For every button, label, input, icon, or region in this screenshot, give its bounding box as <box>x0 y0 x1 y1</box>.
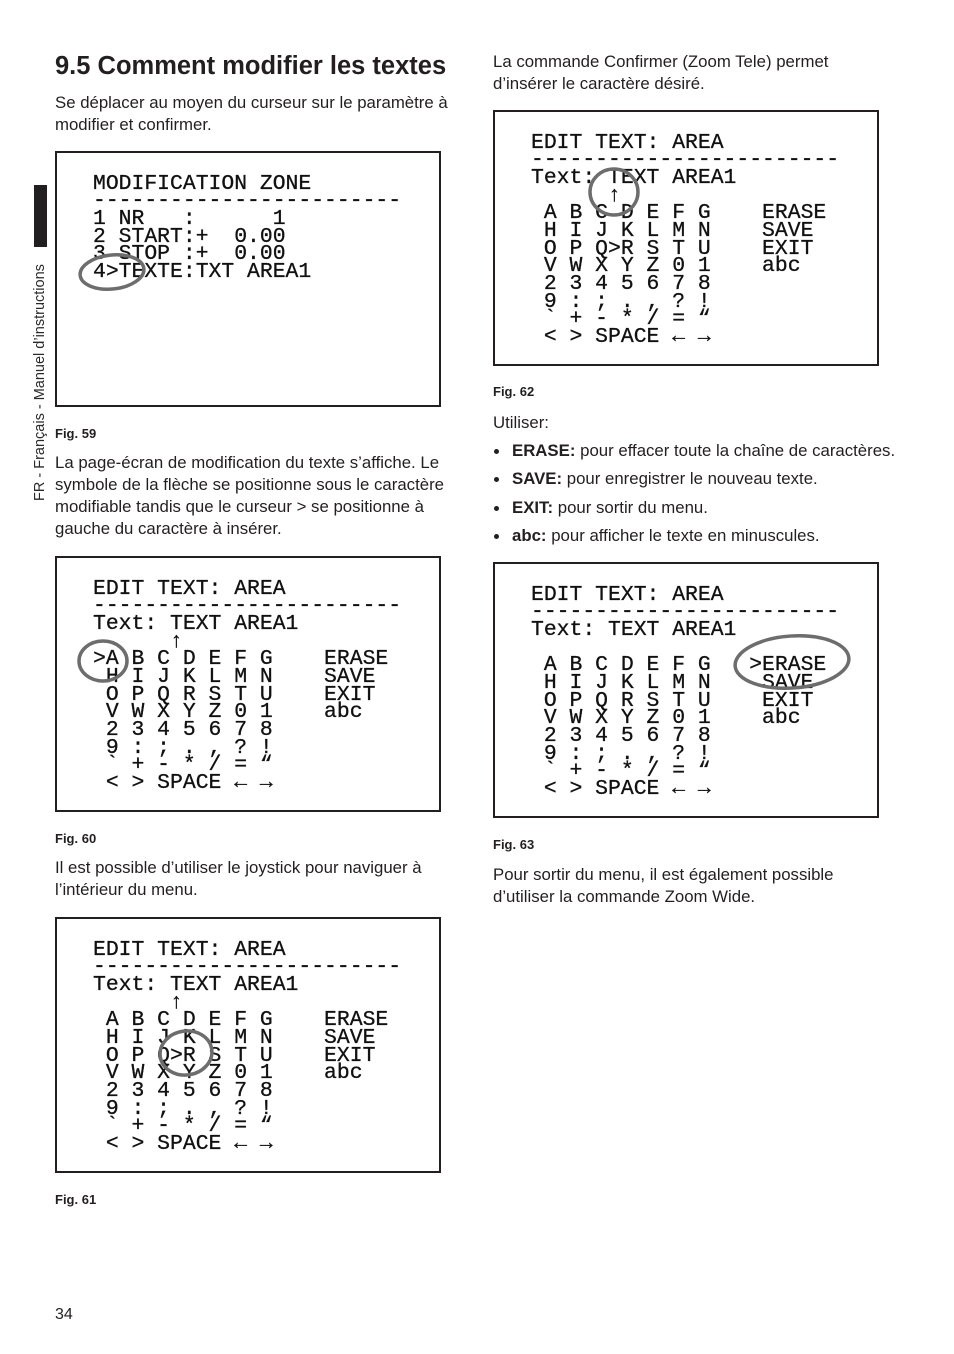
screen-line: A B C D E F G >ERASE <box>531 653 827 678</box>
paragraph-after-fig59: La page-écran de modification du texte s’affiche. Le symbole de la flèche se positionne sous le caractère modifiable tandis que le curseur > se positionne à gauche du caractère à insérer. <box>55 453 444 538</box>
screen-line: 2 START:+ 0.00 <box>93 224 286 249</box>
screen-line: 9 : ; . , ? ! <box>93 735 273 760</box>
screen-line: < > SPACE ← → <box>93 1132 273 1157</box>
screen-arrow-line: ↑ <box>531 183 621 208</box>
screen-line: EDIT TEXT: AREA <box>93 576 286 601</box>
screen-line: < > SPACE ← → <box>93 771 273 796</box>
screen-line: V W X Y Z 0 1 abc <box>93 700 363 725</box>
screen-line: V W X Y Z 0 1 abc <box>93 1061 363 1086</box>
screen-line: H I J K L M N SAVE <box>93 1025 376 1050</box>
screen-line: O P Q R S T U EXIT <box>93 682 376 707</box>
fig62-screen <box>493 110 879 366</box>
option-term: EXIT: <box>512 497 554 517</box>
option-term: SAVE: <box>512 469 563 489</box>
screen-line: H I J K L M N SAVE <box>531 670 814 695</box>
fig60-screen <box>55 556 441 812</box>
paragraph-after-fig60: Il est possible d’utiliser le joystick pour naviguer à l’intérieur du menu. <box>55 858 422 899</box>
fig61-screen <box>55 917 441 1173</box>
screen-line: 1 NR : 1 <box>93 206 286 231</box>
screen-line: ` + - * / = “ <box>531 759 711 784</box>
option-term: abc: <box>512 526 547 546</box>
bullet-dot <box>494 477 499 482</box>
screen-line: V W X Y Z 0 1 abc <box>531 254 801 279</box>
screen-line: 2 3 4 5 6 7 8 <box>531 272 711 296</box>
screen-line: H I J K L M N SAVE <box>93 664 376 689</box>
screen-line: Text: TEXT AREA1 <box>93 972 299 997</box>
screen-line: O P Q>R S T U EXIT <box>531 236 814 261</box>
screen-line: ------------------------ <box>93 955 402 980</box>
bullet-dot <box>494 534 499 539</box>
screen-line: EDIT TEXT: AREA <box>531 582 724 607</box>
options-list <box>493 440 896 554</box>
screen-arrow-line: ↑ <box>93 990 183 1015</box>
screen-line: A B C D E F G ERASE <box>531 201 827 226</box>
fig-caption: Fig. 62 <box>493 384 535 399</box>
screen-line: 3 STOP :+ 0.00 <box>93 242 286 267</box>
screen-line: ` + - * / = “ <box>531 307 711 332</box>
screen-line: ------------------------ <box>93 189 402 214</box>
option-description: pour enregistrer le nouveau texte. <box>566 469 818 489</box>
screen-line: MODIFICATION ZONE <box>93 171 312 196</box>
fig-caption: Fig. 63 <box>493 837 535 852</box>
screen-line: A B C D E F G ERASE <box>93 1008 389 1033</box>
option-description: pour sortir du menu. <box>557 497 708 517</box>
screen-line: 2 3 4 5 6 7 8 <box>93 1079 273 1103</box>
screen-line: 2 3 4 5 6 7 8 <box>93 718 273 742</box>
paragraph-intro: Se déplacer au moyen du curseur sur le paramètre à modifier et confirmer. <box>55 93 448 134</box>
section-title: 9.5 Comment modifier les textes <box>55 52 447 80</box>
option-description: pour afficher le texte en minuscules. <box>551 526 820 546</box>
fig-caption: Fig. 61 <box>55 1192 97 1207</box>
screen-line: >A B C D E F G ERASE <box>93 647 389 672</box>
option-description: pour effacer toute la chaîne de caractères. <box>580 441 896 460</box>
list-item <box>493 468 888 496</box>
bullet-dot <box>494 506 499 511</box>
screen-line: Text: TEXT AREA1 <box>93 611 299 636</box>
use-label: Utiliser: <box>493 413 549 432</box>
fig59-screen <box>55 151 441 407</box>
screen-line: Text: TEXT AREA1 <box>531 617 737 642</box>
screen-line: 2 3 4 5 6 7 8 <box>531 724 711 748</box>
screen-line: ------------------------ <box>93 594 402 619</box>
page-number: 34 <box>55 1306 73 1323</box>
chapter-tab-marker <box>34 185 47 247</box>
fig-caption: Fig. 60 <box>55 831 97 846</box>
screen-line: 4>TEXTE:TXT AREA1 <box>93 259 312 284</box>
screen-line: ` + - * / = “ <box>93 753 273 778</box>
screen-line: 9 : ; . , ? ! <box>93 1096 273 1121</box>
screen-line: ------------------------ <box>531 148 840 173</box>
screen-line: 9 : ; . , ? ! <box>531 289 711 314</box>
screen-line: O P Q>R S T U EXIT <box>93 1043 376 1068</box>
list-item <box>493 525 888 553</box>
screen-line: ------------------------ <box>531 600 840 625</box>
screen-line: Text: TEXT AREA1 <box>531 165 737 190</box>
fig63-screen <box>493 562 879 818</box>
screen-arrow-line: ↑ <box>93 629 183 654</box>
bullet-dot <box>494 449 499 454</box>
list-item <box>493 497 888 525</box>
screen-line: < > SPACE ← → <box>531 325 711 350</box>
chapter-side-label: FR - Français - Manuel d’instructions <box>32 264 48 501</box>
screen-line: 9 : ; . , ? ! <box>531 741 711 766</box>
option-term: ERASE: <box>512 441 576 460</box>
screen-line: < > SPACE ← → <box>531 777 711 802</box>
screen-line: EDIT TEXT: AREA <box>531 130 724 155</box>
fig-caption: Fig. 59 <box>55 426 97 441</box>
screen-line: H I J K L M N SAVE <box>531 218 814 243</box>
paragraph-exit: Pour sortir du menu, il est également possible d’utiliser la commande Zoom Wide. <box>493 865 834 906</box>
paragraph-confirm: La commande Confirmer (Zoom Tele) permet d’insérer le caractère désiré. <box>493 52 829 93</box>
screen-line: ` + - * / = “ <box>93 1114 273 1139</box>
list-item <box>493 440 896 468</box>
screen-line: EDIT TEXT: AREA <box>93 937 286 962</box>
screen-line: V W X Y Z 0 1 abc <box>531 706 801 731</box>
screen-line: O P Q R S T U EXIT <box>531 688 814 713</box>
